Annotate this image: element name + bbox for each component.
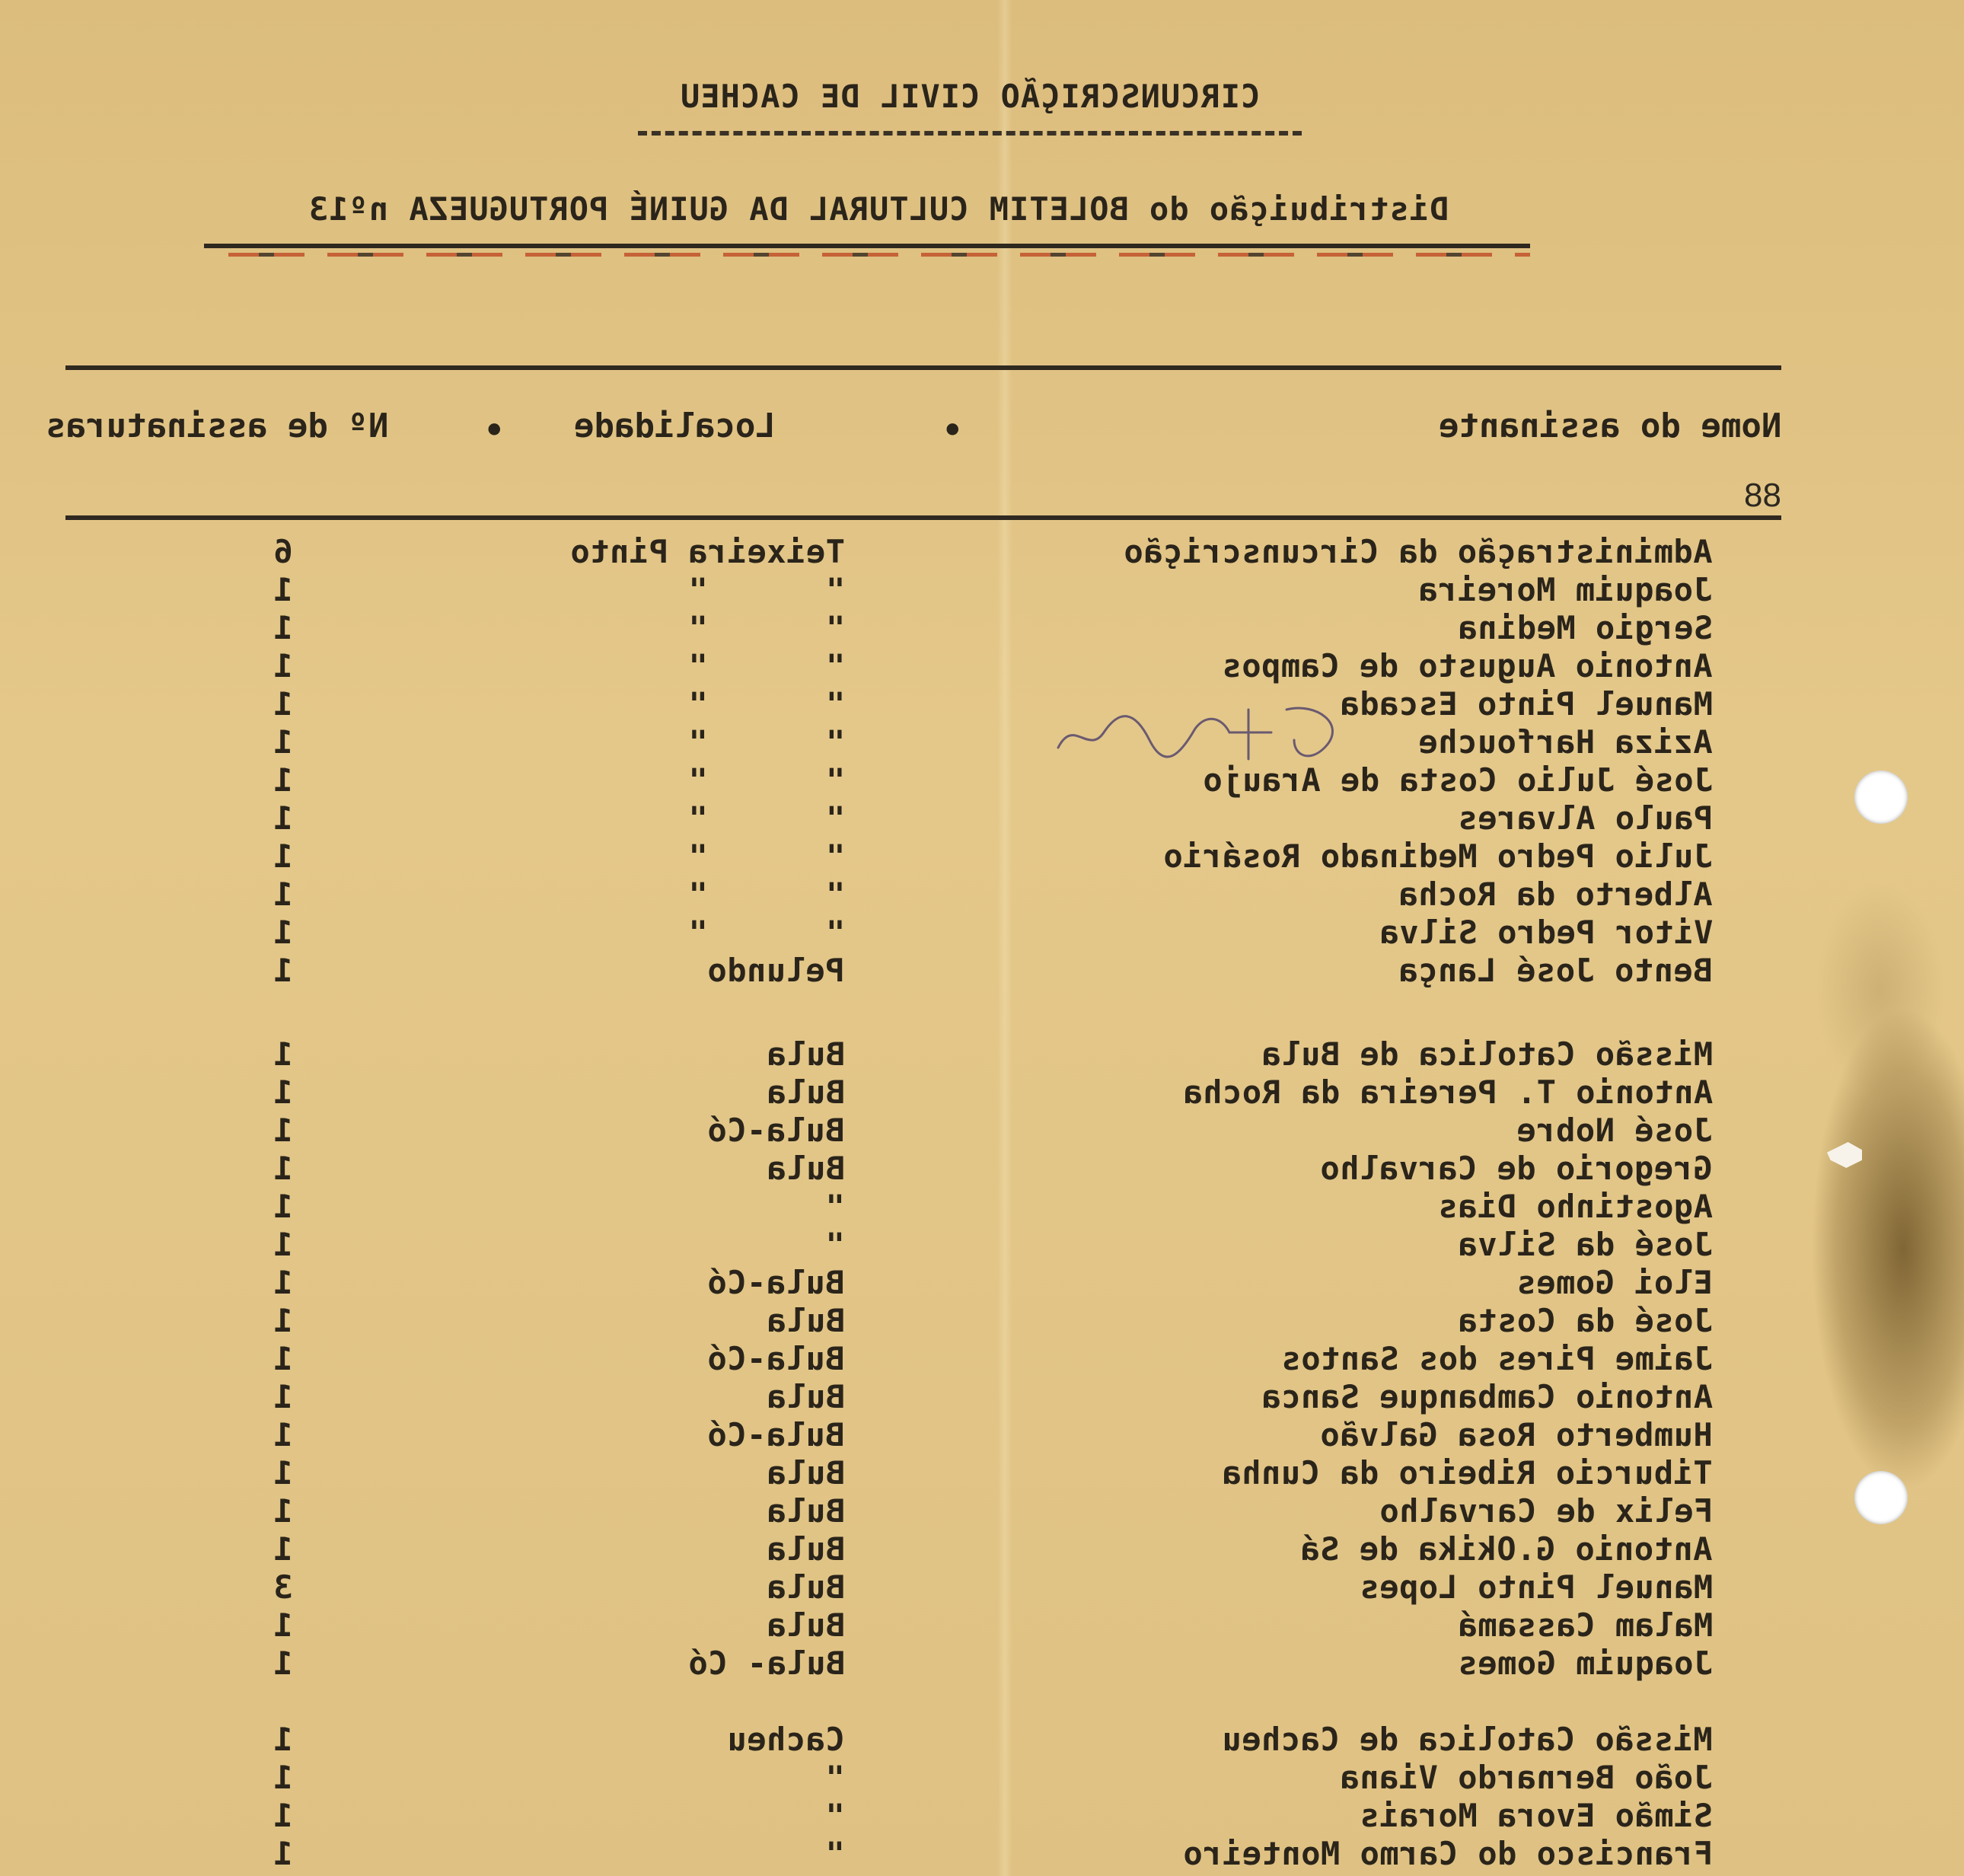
table-row [0, 761, 1964, 799]
locality-cell: Teixeira Pinto [569, 533, 845, 570]
header-locality: Localidade [574, 407, 776, 445]
table-row [0, 1035, 1964, 1074]
count-cell: 1 [273, 1226, 293, 1263]
locality-cell: " " [687, 914, 845, 951]
table-row [0, 1416, 1964, 1454]
locality-cell: Bula-Có [707, 1340, 845, 1377]
subtitle-rule [204, 244, 1530, 248]
count-cell: 1 [273, 609, 293, 646]
subtitle-rule-red [228, 253, 1530, 257]
locality-cell: Bula- Có [687, 1645, 845, 1682]
subscriber-name: Joaquim Moreira [1418, 571, 1713, 608]
locality-cell: Bula [766, 1378, 845, 1415]
count-cell: 6 [273, 533, 293, 570]
locality-cell: " " [687, 876, 845, 913]
locality-cell: Bula [766, 1606, 845, 1644]
subscriber-name: Jaime Pires dos Santos [1280, 1340, 1713, 1377]
locality-cell: Bula [766, 1302, 845, 1339]
subscriber-name: Joaquim Gomes [1457, 1645, 1713, 1682]
locality-cell: " [825, 1759, 845, 1796]
locality-cell: " " [687, 838, 845, 875]
count-cell: 1 [273, 1302, 293, 1339]
table-row [0, 1112, 1964, 1150]
punch-hole [1854, 770, 1908, 824]
table-row [0, 1302, 1964, 1340]
table-row [0, 1454, 1964, 1492]
header-separator-dot: • [942, 411, 963, 450]
subscriber-name: Vitor Pedro Silva [1379, 914, 1713, 951]
count-cell: 1 [273, 571, 293, 608]
count-cell: 1 [273, 1797, 293, 1834]
table-row [0, 1835, 1964, 1873]
subscriber-name: Simão Evora Morais [1359, 1797, 1713, 1834]
count-cell: 1 [273, 1492, 293, 1530]
count-cell: 1 [273, 1112, 293, 1149]
count-cell: 1 [273, 1150, 293, 1187]
locality-cell: Bula-Có [707, 1112, 845, 1149]
subscriber-name: Paulo Alvares [1457, 799, 1713, 837]
table-row [0, 571, 1964, 609]
subscriber-name: Missão Catolica de Cacheu [1222, 1721, 1713, 1758]
subscriber-name: José da Costa [1457, 1302, 1713, 1339]
count-cell: 1 [273, 685, 293, 723]
header-separator-dot: • [484, 411, 505, 450]
count-cell: 1 [273, 1454, 293, 1492]
table-row [0, 914, 1964, 952]
locality-cell: Bula [766, 1454, 845, 1492]
count-cell [247, 1683, 293, 1720]
table-row [0, 1378, 1964, 1416]
subscriber-name: Gregorio de Carvalho [1320, 1150, 1713, 1187]
table-row [0, 1530, 1964, 1568]
table-row [0, 1492, 1964, 1530]
locality-cell: Bula-Có [707, 1416, 845, 1453]
subscriber-name: João Bernardo Viana [1340, 1759, 1713, 1796]
subscriber-name: Missão Catolica de Bula [1261, 1035, 1713, 1073]
subscriber-name: Administração da Circunscrição [1124, 533, 1713, 570]
count-cell: 1 [273, 1035, 293, 1073]
subscriber-name: José Julio Costa de Araujo [1202, 761, 1713, 799]
locality-cell: " " [687, 685, 845, 723]
subscriber-name: Tiburcio Ribeiro da Cunha [1222, 1454, 1713, 1492]
count-cell: 1 [273, 952, 293, 989]
subscriber-name: Manuel Pinto Escada [1340, 685, 1713, 723]
locality-cell: Bula [766, 1492, 845, 1530]
subscriber-name: José Nobre [1516, 1112, 1713, 1149]
count-cell: 1 [273, 1340, 293, 1377]
locality-cell: " [825, 1188, 845, 1225]
count-cell: 1 [273, 914, 293, 951]
table-row [0, 1645, 1964, 1683]
locality-cell: Bula [766, 1568, 845, 1606]
table-row [0, 609, 1964, 647]
locality-cell: " " [687, 799, 845, 837]
table-row [0, 799, 1964, 838]
count-cell: 3 [273, 1568, 293, 1606]
locality-cell: " " [687, 571, 845, 608]
table-row [0, 1188, 1964, 1226]
locality-cell: " " [687, 609, 845, 646]
count-cell: 1 [273, 1074, 293, 1111]
table-header-rule [65, 515, 1781, 520]
locality-cell: Bula-Có [707, 1264, 845, 1301]
locality-cell: Bula [766, 1150, 845, 1187]
subscriber-name: José da Silva [1457, 1226, 1713, 1263]
count-cell: 1 [273, 1378, 293, 1415]
locality-cell: " " [687, 761, 845, 799]
table-row [0, 1797, 1964, 1835]
count-cell: 1 [273, 723, 293, 761]
subscriber-name: Felix de Carvalho [1379, 1492, 1713, 1530]
subscriber-name: Humberto Rosa Galvão [1320, 1416, 1713, 1453]
document-title: CIRCUNSCRIÇÃO CIVIL DE CACHEU [679, 78, 1261, 115]
subscriber-name: Antonio Cambanque Sanca [1261, 1378, 1713, 1415]
page-number: 88 [1744, 477, 1781, 514]
subscriber-name: Antonio Augusto de Campos [1222, 647, 1713, 684]
document-subtitle: Distribuição do BOLETIM CULTURAL DA GUINÉ PORTUGUEZA nº13 [308, 190, 1449, 228]
locality-cell: Bula [766, 1530, 845, 1568]
count-cell: 1 [273, 1835, 293, 1872]
table-row [0, 647, 1964, 685]
count-cell: 1 [273, 1721, 293, 1758]
table-row [0, 533, 1964, 571]
count-cell: 1 [273, 761, 293, 799]
handwritten-note [1043, 687, 1363, 770]
subscriber-name: Antonio G.Okika de Sá [1300, 1530, 1713, 1568]
table-row [0, 990, 1964, 1028]
locality-cell: Pelundo [707, 952, 845, 989]
locality-cell: " [825, 1226, 845, 1263]
count-cell: 1 [273, 1645, 293, 1682]
table-row [0, 876, 1964, 914]
table-row [0, 1721, 1964, 1759]
subscriber-name: Francisco do Carmo Monteiro [1182, 1835, 1713, 1872]
locality-cell: Bula [766, 1074, 845, 1111]
header-count: Nº de assinaturas [46, 407, 389, 445]
count-cell: 1 [273, 838, 293, 875]
header-name: Nome do assinante [1438, 407, 1781, 445]
subscriber-name: Julio Pedro Medinado Rosário [1162, 838, 1713, 875]
table-row [0, 1683, 1964, 1721]
count-cell: 1 [273, 1416, 293, 1453]
subscriber-name: Malam Cassamá [1457, 1606, 1713, 1644]
table-row [0, 1568, 1964, 1606]
count-cell: 1 [273, 647, 293, 684]
count-cell: 1 [273, 1530, 293, 1568]
subscriber-name: Manuel Pinto Lopes [1359, 1568, 1713, 1606]
locality-cell: " [825, 1835, 845, 1872]
locality-cell: Cacheu [727, 1721, 845, 1758]
table-row [0, 1150, 1964, 1188]
locality-cell: Bula [766, 1035, 845, 1073]
table-row [0, 838, 1964, 876]
table-row [0, 1074, 1964, 1112]
subscriber-name: Agostinho Dias [1437, 1188, 1713, 1225]
table-row [0, 952, 1964, 990]
table-row [0, 1226, 1964, 1264]
title-underline [638, 131, 1302, 136]
count-cell: 1 [273, 876, 293, 913]
subscriber-name: Aziza Harfouche [1418, 723, 1713, 761]
table-row [0, 1759, 1964, 1797]
subscriber-name: Antonio T. Pereira da Rocha [1182, 1074, 1713, 1111]
table-row [0, 1606, 1964, 1645]
count-cell: 1 [273, 1606, 293, 1644]
table-row [0, 723, 1964, 761]
locality-cell: " " [687, 723, 845, 761]
count-cell: 1 [273, 1188, 293, 1225]
subscriber-name: Bento José Lança [1398, 952, 1713, 989]
count-cell [247, 990, 293, 1027]
subscriber-name: Eloi Gomes [1516, 1264, 1713, 1301]
table-row [0, 1264, 1964, 1302]
count-cell: 1 [273, 1264, 293, 1301]
locality-cell: " " [687, 647, 845, 684]
locality-cell: " [825, 1797, 845, 1834]
subscriber-name: Alberto da Rocha [1398, 876, 1713, 913]
count-cell: 1 [273, 799, 293, 837]
table-row [0, 685, 1964, 723]
subscriber-name: Sergio Medina [1457, 609, 1713, 646]
table-row [0, 1340, 1964, 1378]
count-cell: 1 [273, 1759, 293, 1796]
punch-hole [1854, 1471, 1908, 1524]
table-top-rule [65, 365, 1781, 370]
